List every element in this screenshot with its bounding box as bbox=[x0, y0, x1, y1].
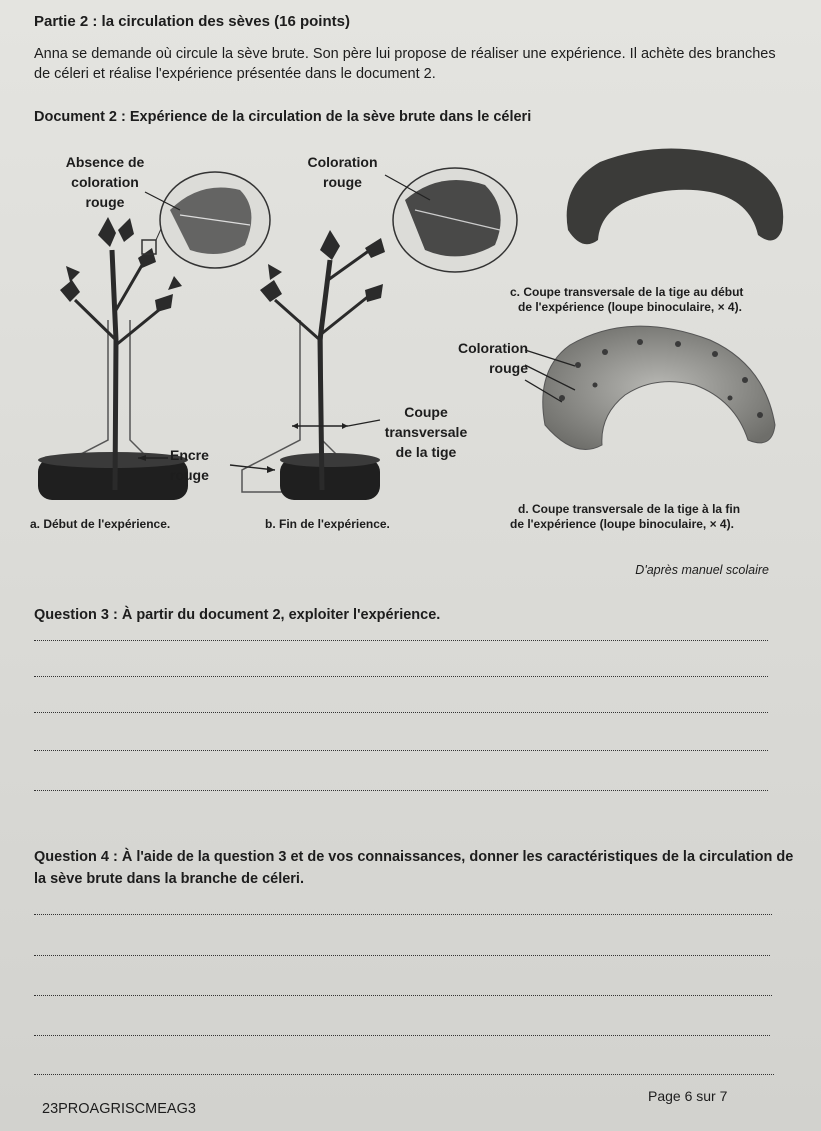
page-number: Page 6 sur 7 bbox=[648, 1088, 728, 1104]
answer-line-q4-5[interactable] bbox=[34, 1074, 774, 1075]
exam-code: 23PROAGRISCMEAG3 bbox=[42, 1101, 196, 1117]
answer-line-q3-1[interactable] bbox=[34, 640, 768, 641]
answer-line-q4-4[interactable] bbox=[34, 1035, 770, 1036]
label-encre-rouge: Encre rouge bbox=[170, 447, 209, 483]
question-3: Question 3 : À partir du document 2, exploiter l'expérience. bbox=[34, 607, 441, 623]
label-coloration-rouge-top: Coloration rouge bbox=[307, 154, 378, 190]
answer-line-q3-5[interactable] bbox=[34, 790, 768, 791]
answer-line-q4-3[interactable] bbox=[34, 995, 772, 996]
answer-line-q3-3[interactable] bbox=[34, 712, 768, 713]
answer-line-q4-1[interactable] bbox=[34, 914, 772, 915]
caption-d: d. Coupe transversale de la tige à la fin de l'expérience (loupe binoculaire, × 4). bbox=[510, 502, 741, 531]
answer-line-q3-2[interactable] bbox=[34, 676, 768, 677]
question-4: Question 4 : À l'aide de la question 3 et de vos connaissances, donner les caractéristiques de la circulation de la sève brute dans la branche de céleri. bbox=[34, 849, 794, 887]
label-coupe-transversale: Coupe transversale de la tige bbox=[384, 404, 468, 460]
cross-section-d bbox=[543, 326, 775, 449]
celery-plant-a bbox=[38, 172, 270, 500]
answer-line-q3-4[interactable] bbox=[34, 750, 768, 751]
label-coloration-rouge-mid: Coloration rouge bbox=[458, 340, 528, 376]
document-title: Document 2 : Expérience de la circulation de la sève brute dans le céleri bbox=[34, 109, 532, 125]
source-note: D'après manuel scolaire bbox=[635, 563, 769, 577]
label-absence-coloration: Absence de coloration rouge bbox=[65, 154, 145, 210]
experiment-figure bbox=[30, 140, 800, 540]
caption-a: a. Début de l'expérience. bbox=[30, 517, 171, 531]
part-title: Partie 2 : la circulation des sèves (16 points) bbox=[34, 13, 350, 30]
intro-paragraph: Anna se demande où circule la sève brute. Son père lui propose de réaliser une expérience. Il achète des branches de céleri et réalise l'expérience présentée dans le document 2. bbox=[34, 46, 776, 82]
answer-line-q4-2[interactable] bbox=[34, 955, 770, 956]
cross-section-c bbox=[567, 149, 784, 245]
caption-b: b. Fin de l'expérience. bbox=[265, 517, 390, 531]
caption-c: c. Coupe transversale de la tige au début de l'expérience (loupe binoculaire, × 4). bbox=[510, 285, 744, 314]
